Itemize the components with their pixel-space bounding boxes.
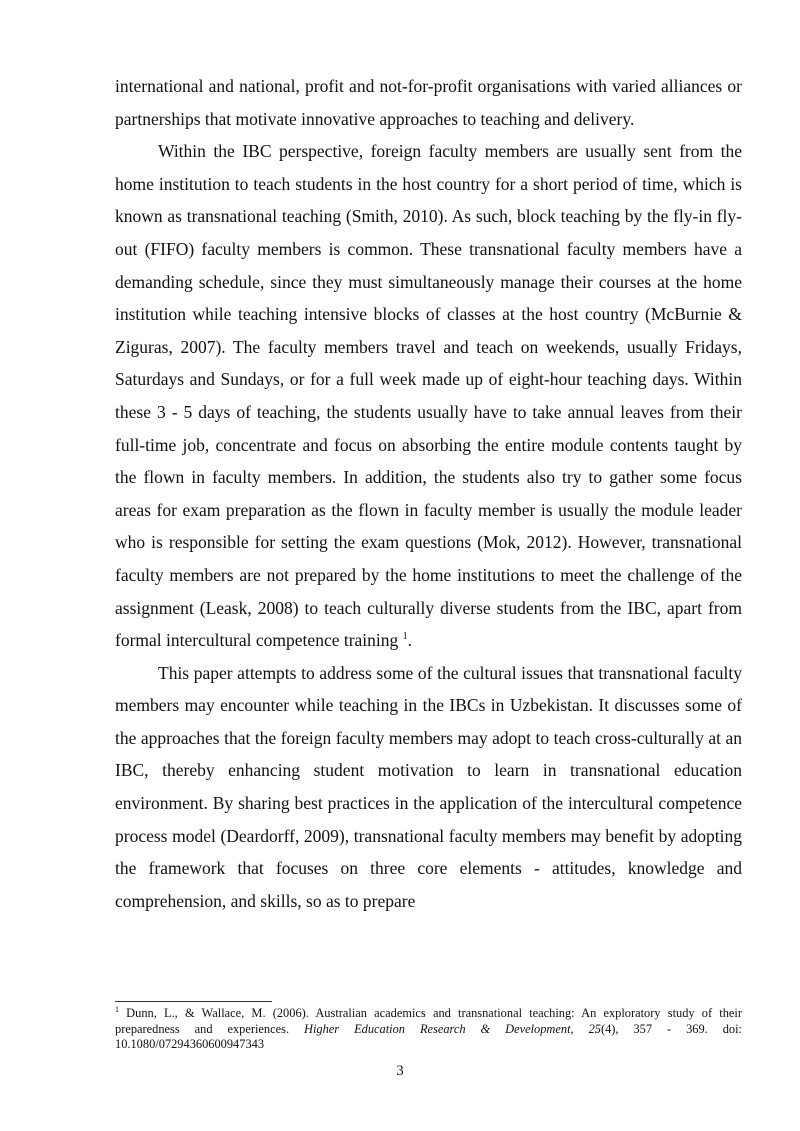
footnote-authors: Dunn, L., & Wallace, M. (2006). Australian academics and transnational teaching: An exploratory study of their preparedness and experiences. xyxy=(115,1006,742,1036)
footnote-divider xyxy=(115,1001,272,1002)
footnote-volume: 25 xyxy=(588,1021,601,1036)
paragraph-2-text: Within the IBC perspective, foreign faculty members are usually sent from the home institution to teach students in the host country for a short period of time, which is known as transnational teaching (Smith, 2010). As such, block teaching by the fly-in fly-out (FIFO) faculty members is common. These transnational faculty members have a demanding schedule, since they must simultaneously manage their courses at the home institution while teaching intensive blocks of classes at the host country (McBurnie & Ziguras, 2007). The faculty members travel and teach on weekends, usually Fridays, Saturdays and Sundays, or for a full week made up of eight-hour teaching days. Within these 3 - 5 days of teaching, the students usually have to take annual leaves from their full-time job, concentrate and focus on absorbing the entire module contents taught by the flown in faculty members. In addition, the students also try to gather some focus areas for exam preparation as the flown in faculty member is usually the module leader who is responsible for setting the exam questions (Mok, 2012). However, transnational faculty members are not prepared by the home institutions to meet the challenge of the assignment (Leask, 2008) to teach culturally diverse students from the IBC, apart from formal intercultural competence training xyxy=(115,141,742,651)
footnote-sep: , xyxy=(570,1021,589,1036)
paragraph-1: international and national, profit and not-for-profit organisations with varied alliances or partnerships that motivate innovative approaches to teaching and delivery. xyxy=(115,76,742,129)
footnote-rest: (4), 357 - 369. doi: 10.1080/07294360600947343 xyxy=(115,1021,743,1052)
paragraph-2-end: . xyxy=(407,630,413,651)
paragraph-2 xyxy=(115,135,742,657)
page-number: 3 xyxy=(396,1063,404,1079)
footnote-journal: Higher Education Research & Development xyxy=(304,1021,571,1036)
page-body xyxy=(115,70,742,917)
paragraph-3: This paper attempts to address some of the cultural issues that transnational faculty members may encounter while teaching in the IBCs in Uzbekistan. It discusses some of the approaches that the foreign faculty members may adopt to teach cross-culturally at an IBC, thereby enhancing student motivation to learn in transnational education environment. By sharing best practices in the application of the intercultural competence process model (Deardorff, 2009), transnational faculty members may benefit by adopting the framework that focuses on three core elements - attitudes, knowledge and comprehension, and skills, so as to prepare xyxy=(115,662,742,911)
footnote-reference[interactable]: 1 xyxy=(402,631,408,643)
footnote xyxy=(115,1006,742,1053)
footnote-marker: 1 xyxy=(115,1004,119,1014)
